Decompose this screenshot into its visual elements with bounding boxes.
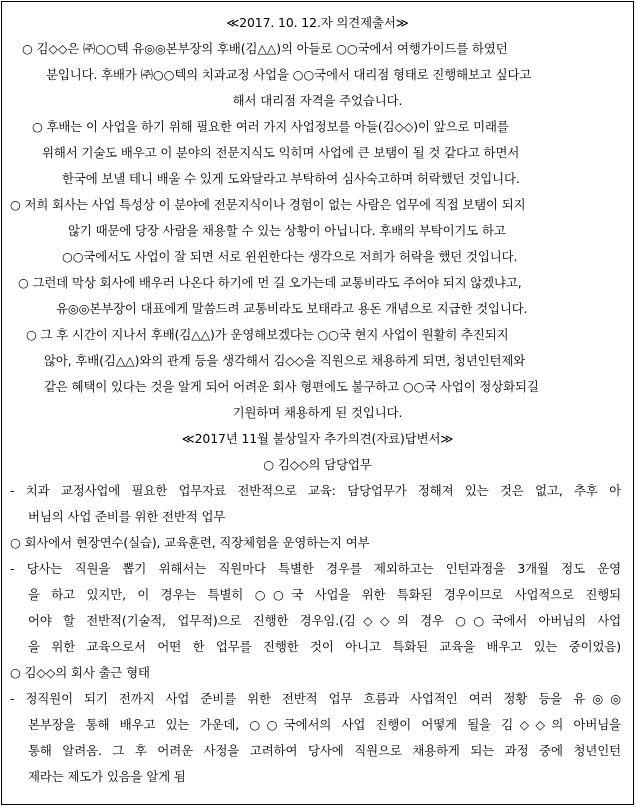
paragraph-line: 분입니다. 후배가 ㈜○○텍의 치과교정 사업을 ○○국에서 대리점 형태로 진행해보고 싶다고 xyxy=(46,67,532,82)
question-heading: ○ 회사에서 현장연수(실습), 교육훈련, 직장체험을 운영하는지 여부 xyxy=(10,535,370,550)
paragraph-line: 같은 혜택이 있다는 것을 알게 되어 어려운 회사 형편에도 불구하고 ○○국 사업이 정상화되길 xyxy=(44,379,539,394)
paragraph-line: 않아, 후배(김△△)와의 관계 등을 생각해서 김◇◇을 직원으로 채용하게 되면, 청년인턴제와 xyxy=(44,353,526,368)
paragraph-line: ○ 저희 회사는 사업 특성상 이 분야에 전문지식이나 경험이 없는 사람은 업무에 직접 보탬이 되지 xyxy=(10,197,526,212)
paragraph-line: ○ 후배는 이 사업을 하기 위해 필요한 여러 가지 사업정보를 아들(김◇◇)이 앞으로 미래를 xyxy=(32,119,509,134)
paragraph-line: 기원하며 채용하게 된 것입니다. xyxy=(232,405,403,420)
paragraph-line: ○○국에서도 사업이 잘 되면 서로 윈윈한다는 생각으로 저희가 허락을 했던 것입니다. xyxy=(62,249,518,264)
answer-line: 을 하고 있지만, 이 경우는 특별히 ○○국 사업을 위한 특화된 경우이므로 사업적으로 진행되 xyxy=(28,587,621,602)
paragraph-line: 않기 때문에 당장 사람을 채용할 수 있는 상황이 아닙니다. 후배의 부탁이기도 하고 xyxy=(68,223,506,238)
answer-line: - 치과 교정사업에 필요한 업무자료 전반적으로 교육: 담당업무가 정해져 있는 것은 없고, 추후 아 xyxy=(10,483,621,498)
paragraph-line: 위해서 기술도 배우고 이 분야의 전문지식도 익히며 사업에 큰 보탬이 될 것 같다고 하면서 xyxy=(42,145,520,160)
answer-line: 본부장을 통해 배우고 있는 가운데, ○○국에서의 사업 진행이 어떻게 될을 김◇◇의 아버님을 xyxy=(28,717,621,732)
answer-line: 제라는 제도가 있음을 알게 됨 xyxy=(28,769,186,784)
paragraph-line: 해서 대리점 자격을 주었습니다. xyxy=(232,93,403,108)
question-heading: ○ 김◇◇의 회사 출근 형태 xyxy=(10,665,150,680)
paragraph-line: ○ 그런데 막상 회사에 배우러 나온다 하기에 먼 길 오가는데 교통비라도 주어야 되지 않겠냐고, xyxy=(18,275,522,290)
answer-line: 통해 알려옴. 그 후 어려운 사정을 고려하여 당사에 직원으로 채용하게 되는 과정 중에 청년인턴 xyxy=(28,743,621,758)
answer-line: 어야 할 전반적(기술적, 업무적)으로 진행한 경우임.(김◇◇의 경우 ○○국에서 아버님의 사업 xyxy=(28,613,621,628)
answer-line: 버님의 사업 준비를 위한 전반적 업무 xyxy=(28,509,226,524)
answer-line: - 당사는 직원을 뽑기 위해서는 직원마다 특별한 경우를 제외하고는 인턴과정을 3개월 정도 운영 xyxy=(10,561,621,576)
section-title-opinion: ≪2017. 10. 12.자 의견제출서≫ xyxy=(226,15,409,30)
section-subtitle-duties: ○ 김◇◇의 담당업무 xyxy=(263,457,372,472)
answer-line: - 정직원이 되기 전까지 사업 준비를 위한 전반적 업무 흐름과 사업적인 여러 정황 등을 유◎◎ xyxy=(10,691,621,706)
paragraph-line: ○ 김◇◇은 ㈜○○텍 유◎◎본부장의 후배(김△△)의 아들로 ○○국에서 여행가이드를 하였던 xyxy=(22,41,508,56)
paragraph-line: 유◎◎본부장이 대표에게 말씀드려 교통비라도 보태라고 용돈 개념으로 지급한 것입니다. xyxy=(56,301,528,316)
section-title-additional: ≪2017년 11월 불상일자 추가의견(자료)답변서≫ xyxy=(181,431,454,446)
paragraph-line: 한국에 보낼 테니 배울 수 있게 도와달라고 부탁하여 심사숙고하며 허락했던 것입니다. xyxy=(62,171,520,186)
paragraph-line: ○ 그 후 시간이 지나서 후배(김△△)가 운영해보겠다는 ○○국 현지 사업이 원활히 추진되지 xyxy=(26,327,509,342)
document-frame xyxy=(1,1,634,805)
answer-line: 을 위한 교육으로서 어떤 한 업무를 진행한 것이 아니고 특화된 교육을 배우고 있는 중이었음) xyxy=(28,639,621,654)
